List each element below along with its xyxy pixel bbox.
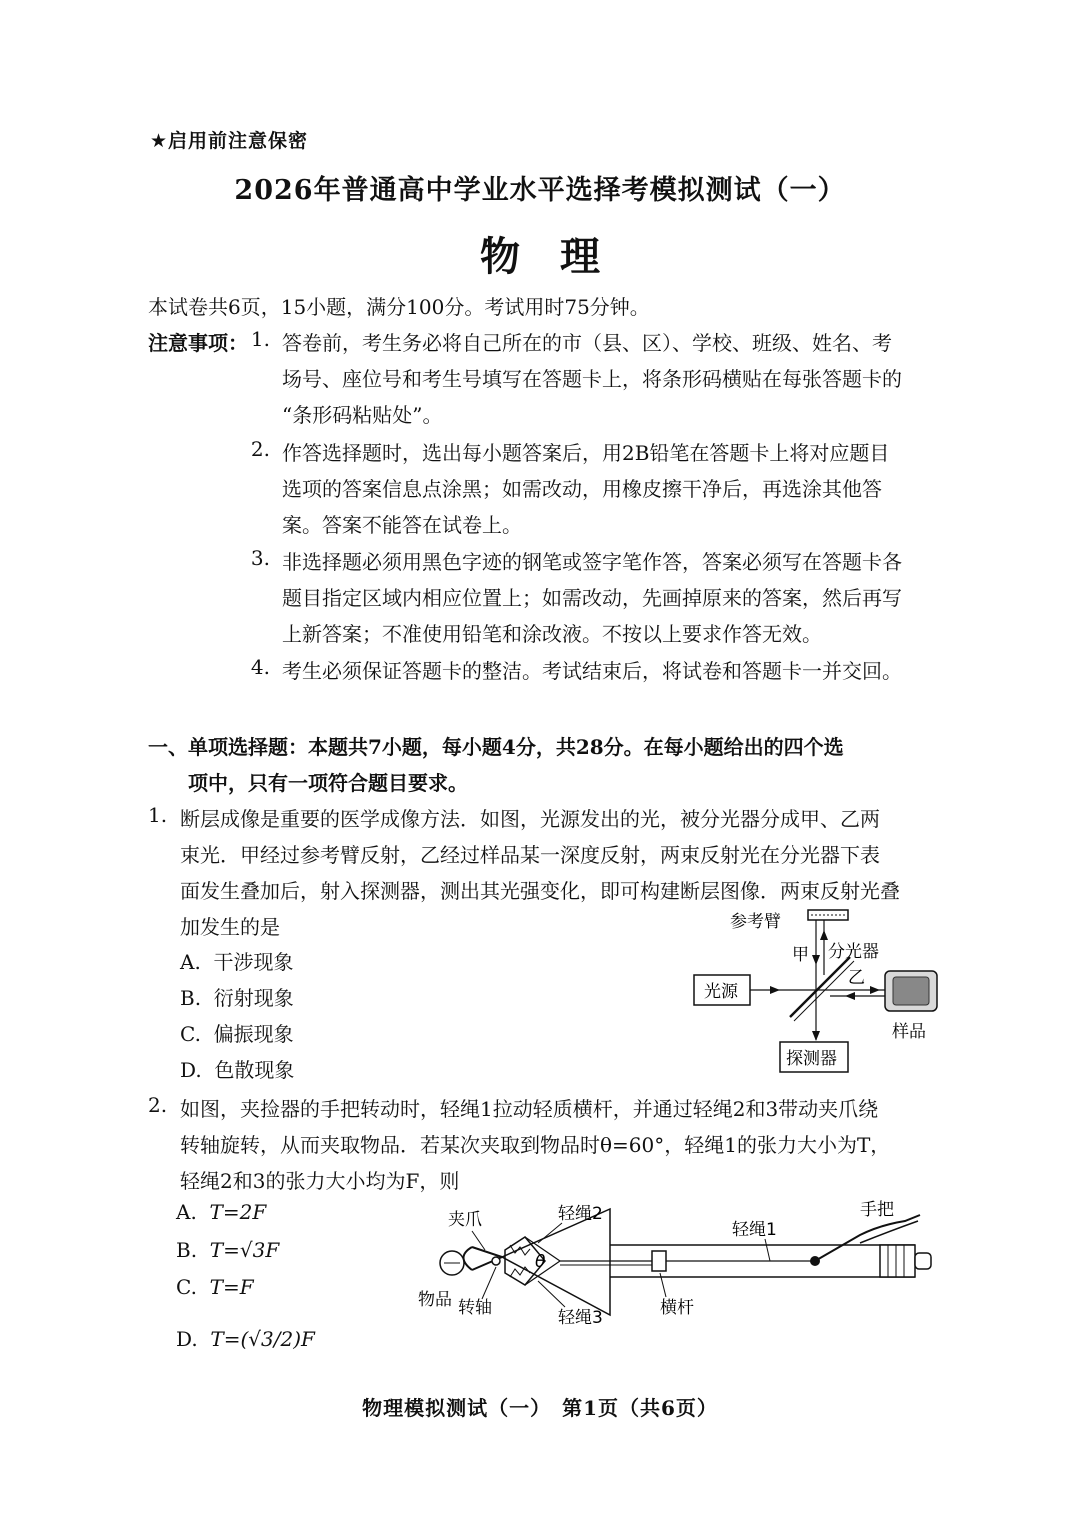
- question-text: 轻绳2和3的张力大小均为F，则: [180, 1169, 460, 1193]
- note-line: 考生必须保证答题卡的整洁。考试结束后，将试卷和答题卡一并交回。: [282, 659, 902, 683]
- label-theta: θ: [535, 1252, 546, 1272]
- question-text: 加发生的是: [180, 915, 280, 939]
- section-heading: 项中，只有一项符合题目要求。: [188, 771, 468, 795]
- label-beam-b: 乙: [848, 968, 865, 988]
- note-line: 上新答案；不准使用铅笔和涂改液。不按以上要求作答无效。: [282, 622, 822, 646]
- crossbar: [652, 1251, 666, 1271]
- question-text: 如图，夹捡器的手把转动时，轻绳1拉动轻质横杆，并通过轻绳2和3带动夹爪绕: [180, 1097, 879, 1121]
- label-rope2: 轻绳2: [558, 1204, 603, 1224]
- exam-intro: 本试卷共6页，15小题，满分100分。考试用时75分钟。: [148, 295, 650, 319]
- notes-label: 注意事项：: [148, 331, 248, 355]
- question-number: 1.: [148, 803, 168, 827]
- option-d: D. 色散现象: [180, 1058, 295, 1082]
- label-axis: 转轴: [458, 1298, 492, 1318]
- note-line: 作答选择题时，选出每小题答案后，用2B铅笔在答题卡上将对应题目: [282, 441, 890, 465]
- question-text: 面发生叠加后，射入探测器，测出其光强变化，即可构建断层图像．两束反射光叠: [180, 879, 900, 903]
- label-claw: 夹爪: [448, 1210, 482, 1230]
- label-sample: 样品: [892, 1022, 926, 1042]
- label-detector: 探测器: [786, 1049, 837, 1069]
- label-rope3: 轻绳3: [558, 1308, 603, 1328]
- question-text: 束光．甲经过参考臂反射，乙经过样品某一深度反射，两束反射光在分光器下表: [180, 843, 880, 867]
- option-c: C. T=F: [176, 1275, 254, 1299]
- note-line: “条形码粘贴处”。: [282, 403, 443, 427]
- label-ref-arm: 参考臂: [730, 912, 781, 932]
- option-b: B. 衍射现象: [180, 986, 294, 1010]
- pivot-axis: [492, 1257, 500, 1265]
- note-line: 题目指定区域内相应位置上；如需改动，先画掉原来的答案，然后再写: [282, 586, 902, 610]
- note-number: 1.: [250, 327, 270, 351]
- question-text: 转轴旋转，从而夹取物品．若某次夹取到物品时θ=60°，轻绳1的张力大小为T，: [180, 1133, 891, 1157]
- note-line: 答卷前，考生务必将自己所在的市（县、区）、学校、班级、姓名、考: [282, 331, 892, 355]
- oct-diagram: [680, 905, 950, 1080]
- note-line: 选项的答案信息点涂黑；如需改动，用橡皮擦干净后，再选涂其他答: [282, 477, 882, 501]
- label-source: 光源: [704, 982, 738, 1002]
- note-number: 2.: [250, 437, 270, 461]
- label-handle: 手把: [860, 1200, 894, 1220]
- option-d: D. T=(√3/2)F: [176, 1327, 315, 1351]
- beam-splitter: [790, 957, 850, 1017]
- label-object: 物品: [418, 1290, 452, 1310]
- label-rope1: 轻绳1: [732, 1220, 777, 1240]
- option-a: A. 干涉现象: [180, 950, 294, 974]
- subject-title: 物理: [480, 233, 640, 280]
- label-beam-a: 甲: [792, 945, 809, 965]
- question-number: 2.: [148, 1093, 168, 1117]
- label-splitter: 分光器: [828, 942, 879, 962]
- exam-title: 2026年普通高中学业水平选择考模拟测试（一）: [234, 175, 846, 206]
- option-b: B. T=√3F: [176, 1238, 280, 1262]
- option-a: A. T=2F: [176, 1200, 267, 1224]
- note-line: 案。答案不能答在试卷上。: [282, 513, 522, 537]
- note-line: 非选择题必须用黑色字迹的钢笔或签字笔作答，答案必须写在答题卡各: [282, 550, 902, 574]
- page-footer: 物理模拟测试（一） 第1页（共6页）: [362, 1396, 718, 1420]
- question-text: 断层成像是重要的医学成像方法．如图，光源发出的光，被分光器分成甲、乙两: [180, 807, 880, 831]
- label-crossbar: 横杆: [660, 1298, 694, 1318]
- option-c: C. 偏振现象: [180, 1022, 294, 1046]
- confidential-note: ★启用前注意保密: [150, 130, 309, 152]
- note-number: 3.: [250, 546, 270, 570]
- grabber-diagram: [410, 1195, 950, 1335]
- claw-frame: [502, 1209, 610, 1315]
- section-heading: 一、单项选择题：本题共7小题，每小题4分，共28分。在每小题给出的四个选: [148, 735, 844, 759]
- note-number: 4.: [250, 655, 270, 679]
- note-line: 场号、座位号和考生号填写在答题卡上，将条形码横贴在每张答题卡的: [282, 367, 902, 391]
